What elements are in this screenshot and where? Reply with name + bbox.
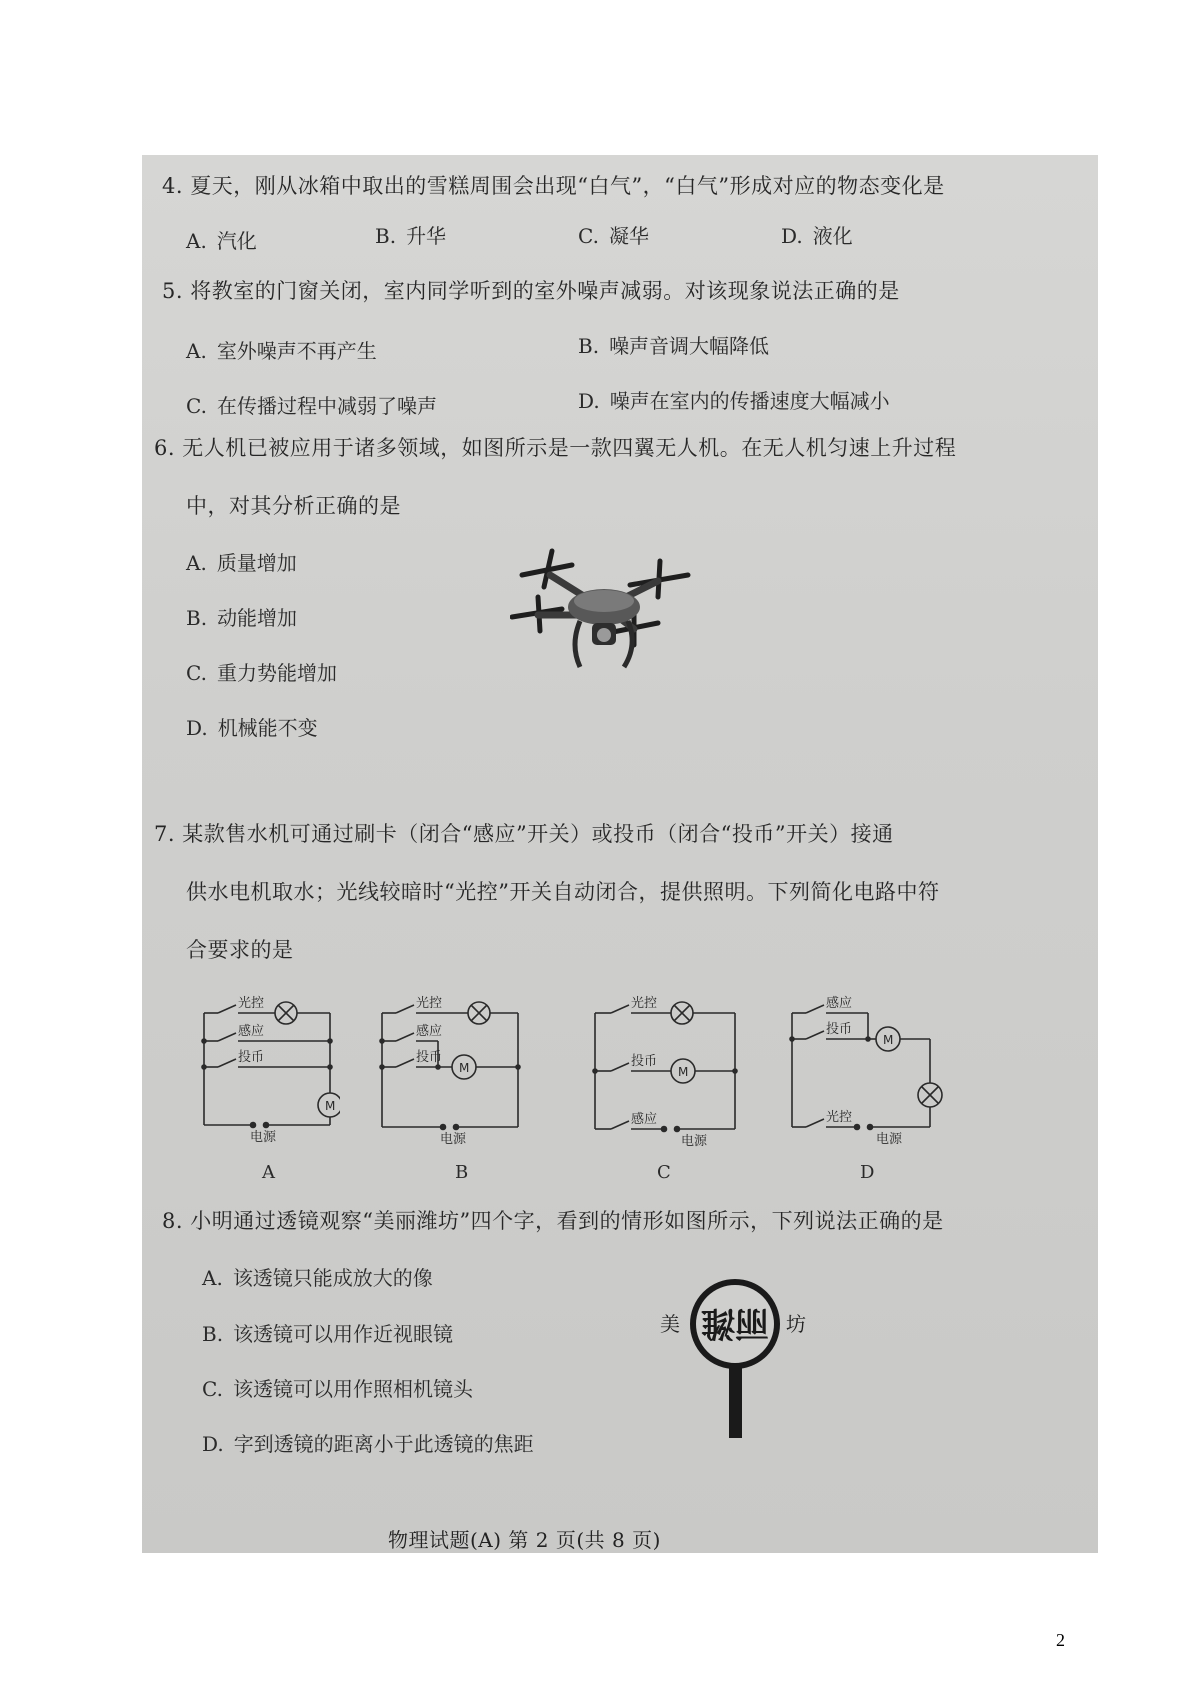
q8-option-c: C. 该透镜可以用作照相机镜头 xyxy=(202,1377,473,1401)
q5-option-d: D. 噪声在室内的传播速度大幅减小 xyxy=(578,389,890,413)
q4-option-b: B. 升华 xyxy=(375,224,447,248)
magnifier-figure xyxy=(660,1278,810,1443)
q6-option-c: C. 重力势能增加 xyxy=(186,661,337,685)
figure-char-right: 坊 xyxy=(786,1312,806,1336)
label-toubi: 投币 xyxy=(631,1054,658,1069)
circuit-diagram-c xyxy=(585,995,745,1155)
label-dianyuan: 电源 xyxy=(440,1132,467,1147)
circuit-diagram-d xyxy=(780,995,950,1155)
label-guangkong: 光控 xyxy=(826,1110,853,1125)
motor-symbol: M xyxy=(325,1099,336,1113)
circuit-label-a: A xyxy=(262,1162,275,1183)
q5-option-b: B. 噪声音调大幅降低 xyxy=(578,334,770,358)
page-footer: 物理试题(A) 第 2 页(共 8 页) xyxy=(388,1528,661,1552)
label-ganying: 感应 xyxy=(238,1024,265,1039)
label-toubi: 投币 xyxy=(238,1050,265,1065)
label-dianyuan: 电源 xyxy=(250,1130,277,1145)
circuit-label-b: B xyxy=(455,1162,469,1183)
label-dianyuan: 电源 xyxy=(681,1134,708,1149)
q6-stem-line2: 中，对其分析正确的是 xyxy=(186,494,401,518)
motor-symbol: M xyxy=(678,1065,689,1079)
q6-option-b: B. 动能增加 xyxy=(186,606,298,630)
q6-stem-line1: 6. 无人机已被应用于诸多领域，如图所示是一款四翼无人机。在无人机匀速上升过程 xyxy=(154,436,957,460)
q7-stem-line3: 合要求的是 xyxy=(186,938,294,962)
label-guangkong: 光控 xyxy=(238,996,265,1011)
q7-stem-line1: 7. 某款售水机可通过刷卡（闭合“感应”开关）或投币（闭合“投币”开关）接通 xyxy=(154,822,894,846)
circuit-diagram-a xyxy=(190,995,340,1155)
q6-option-a: A. 质量增加 xyxy=(186,551,297,575)
q7-stem-line2: 供水电机取水；光线较暗时“光控”开关自动闭合，提供照明。下列简化电路中符 xyxy=(186,880,940,904)
q5-option-c: C. 在传播过程中减弱了噪声 xyxy=(186,394,437,418)
label-ganying: 感应 xyxy=(416,1024,443,1039)
label-guangkong: 光控 xyxy=(631,996,658,1011)
label-toubi: 投币 xyxy=(416,1050,443,1065)
lens-image-text: 丽潍 xyxy=(701,1303,769,1343)
q5-option-a: A. 室外噪声不再产生 xyxy=(186,339,377,363)
q8-option-b: B. 该透镜可以用作近视眼镜 xyxy=(202,1322,454,1346)
q4-stem: 4. 夏天，刚从冰箱中取出的雪糕周围会出现“白气”，“白气”形成对应的物态变化是 xyxy=(162,174,945,198)
q4-option-d: D. 液化 xyxy=(781,224,853,248)
motor-symbol: M xyxy=(883,1033,894,1047)
circuit-label-d: D xyxy=(860,1162,875,1183)
circuit-label-c: C xyxy=(657,1162,671,1183)
label-ganying: 感应 xyxy=(826,996,853,1011)
q6-option-d: D. 机械能不变 xyxy=(186,716,318,740)
motor-symbol: M xyxy=(459,1061,470,1075)
q8-option-a: A. 该透镜只能成放大的像 xyxy=(202,1266,433,1290)
circuit-diagram-b xyxy=(368,995,538,1155)
q8-option-d: D. 字到透镜的距离小于此透镜的焦距 xyxy=(202,1432,534,1456)
label-ganying: 感应 xyxy=(631,1112,658,1127)
label-guangkong: 光控 xyxy=(416,996,443,1011)
label-toubi: 投币 xyxy=(826,1022,853,1037)
figure-char-left: 美 xyxy=(660,1312,680,1336)
q4-option-c: C. 凝华 xyxy=(578,224,649,248)
q8-stem: 8. 小明通过透镜观察“美丽潍坊”四个字，看到的情形如图所示，下列说法正确的是 xyxy=(162,1209,944,1233)
q5-stem: 5. 将教室的门窗关闭，室内同学听到的室外噪声减弱。对该现象说法正确的是 xyxy=(162,279,900,303)
page-number: 2 xyxy=(1056,1630,1065,1650)
q4-option-a: A. 汽化 xyxy=(186,229,257,253)
drone-figure xyxy=(510,545,700,685)
label-dianyuan: 电源 xyxy=(876,1132,903,1147)
